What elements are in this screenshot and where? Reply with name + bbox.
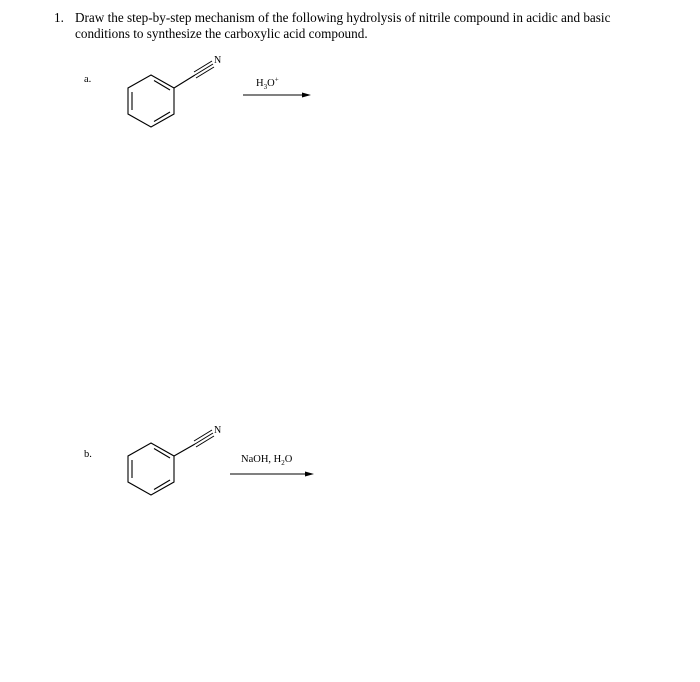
part-b-nitrogen-label: N [214,425,222,436]
question-text: Draw the step-by-step mechanism of the following hydrolysis of nitrile compound in acidic and basic conditions to synthesize the carboxylic acid compound. [75,10,611,41]
part-b-reaction-arrow [230,472,314,477]
part-b-triple-bond [194,430,214,447]
question-number: 1. [54,10,64,25]
part-b-ring-to-cyano-bond [174,444,195,456]
part-b-benzene-ring [128,443,174,495]
part-a-reagent: $H_3O^+$ [256,75,279,92]
part-a-nitrogen-label: N [214,55,222,66]
part-b-reagent: NaOH, $H_2O$ [241,454,293,468]
part-b-label: b. [84,449,92,460]
part-a-label: a. [84,74,92,85]
